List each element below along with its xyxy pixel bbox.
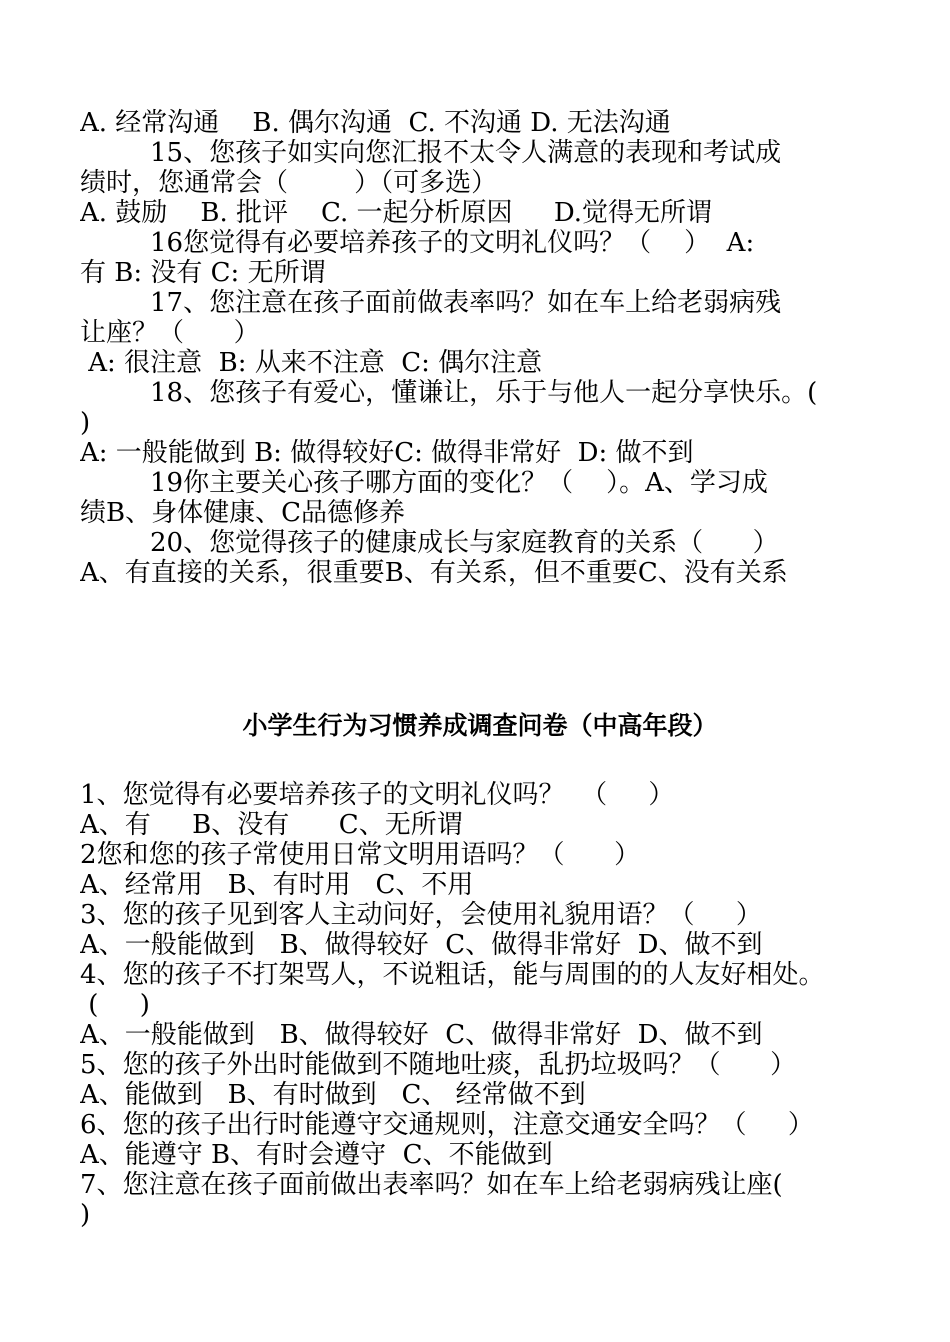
question-line: 6、您的孩子出行时能遵守交通规则，注意交通安全吗？（ ） bbox=[80, 1110, 814, 1140]
question-line: ( ) bbox=[80, 990, 150, 1020]
question-line: ) bbox=[80, 1200, 91, 1230]
questionnaire-part-2 bbox=[80, 780, 880, 1230]
text-line: 让座？（ ） bbox=[80, 318, 260, 348]
text-line: 19你主要关心孩子哪方面的变化？（ ）。A、学习成 bbox=[150, 468, 768, 498]
question-line: 5、您的孩子外出时能做到不随地吐痰，乱扔垃圾吗？（ ） bbox=[80, 1050, 797, 1080]
question-line: 7、您注意在孩子面前做出表率吗？如在车上给老弱病残让座( bbox=[80, 1170, 783, 1200]
text-line: 18、您孩子有爱心，懂谦让，乐于与他人一起分享快乐。( bbox=[150, 378, 818, 408]
text-line: 有 B: 没有 C: 无所谓 bbox=[80, 258, 326, 288]
question-line: A、一般能做到 B、做得较好 C、做得非常好 D、做不到 bbox=[80, 1020, 763, 1050]
question-line: 3、您的孩子见到客人主动问好，会使用礼貌用语？（ ） bbox=[80, 900, 762, 930]
question-line: A、有 B、没有 C、无所谓 bbox=[80, 810, 463, 840]
text-line: A. 经常沟通 B. 偶尔沟通 C. 不沟通 D. 无法沟通 bbox=[80, 108, 671, 138]
question-line: A、能做到 B、有时做到 C、 经常做不到 bbox=[80, 1080, 586, 1110]
document-page bbox=[80, 108, 880, 1230]
text-line: 15、您孩子如实向您汇报不太令人满意的表现和考试成 bbox=[150, 138, 782, 168]
text-line: 16您觉得有必要培养孩子的文明礼仪吗？（ ） A: bbox=[150, 228, 755, 258]
question-line: A、经常用 B、有时用 C、不用 bbox=[80, 870, 474, 900]
text-line: 17、您注意在孩子面前做表率吗？如在车上给老弱病残 bbox=[150, 288, 782, 318]
question-line: A、一般能做到 B、做得较好 C、做得非常好 D、做不到 bbox=[80, 930, 763, 960]
question-line: A、能遵守 B、有时会遵守 C、不能做到 bbox=[80, 1140, 553, 1170]
text-line: A、有直接的关系，很重要B、有关系，但不重要C、没有关系 bbox=[80, 558, 788, 588]
question-line: 1、您觉得有必要培养孩子的文明礼仪吗？ （ ） bbox=[80, 780, 675, 810]
question-line: 2您和您的孩子常使用日常文明用语吗？（ ） bbox=[80, 840, 641, 870]
question-line: 4、您的孩子不打架骂人，不说粗话，能与周围的的人友好相处。 bbox=[80, 960, 825, 990]
text-line: 绩B、身体健康、C品德修养 bbox=[80, 498, 406, 528]
text-line: A: 很注意 B: 从来不注意 C: 偶尔注意 bbox=[80, 348, 543, 378]
text-line: A: 一般能做到 B: 做得较好C: 做得非常好 D: 做不到 bbox=[80, 438, 694, 468]
text-line: 20、您觉得孩子的健康成长与家庭教育的关系（ ） bbox=[150, 528, 779, 558]
questionnaire-part-1 bbox=[80, 108, 880, 588]
text-line: A. 鼓励 B. 批评 C. 一起分析原因 D.觉得无所谓 bbox=[80, 198, 713, 228]
text-line: ) bbox=[80, 408, 91, 438]
section-title: 小学生行为习惯养成调查问卷（中高年段） bbox=[242, 711, 718, 740]
section-gap bbox=[80, 588, 880, 706]
text-line: 绩时，您通常会（ ）（可多选） bbox=[80, 168, 498, 198]
